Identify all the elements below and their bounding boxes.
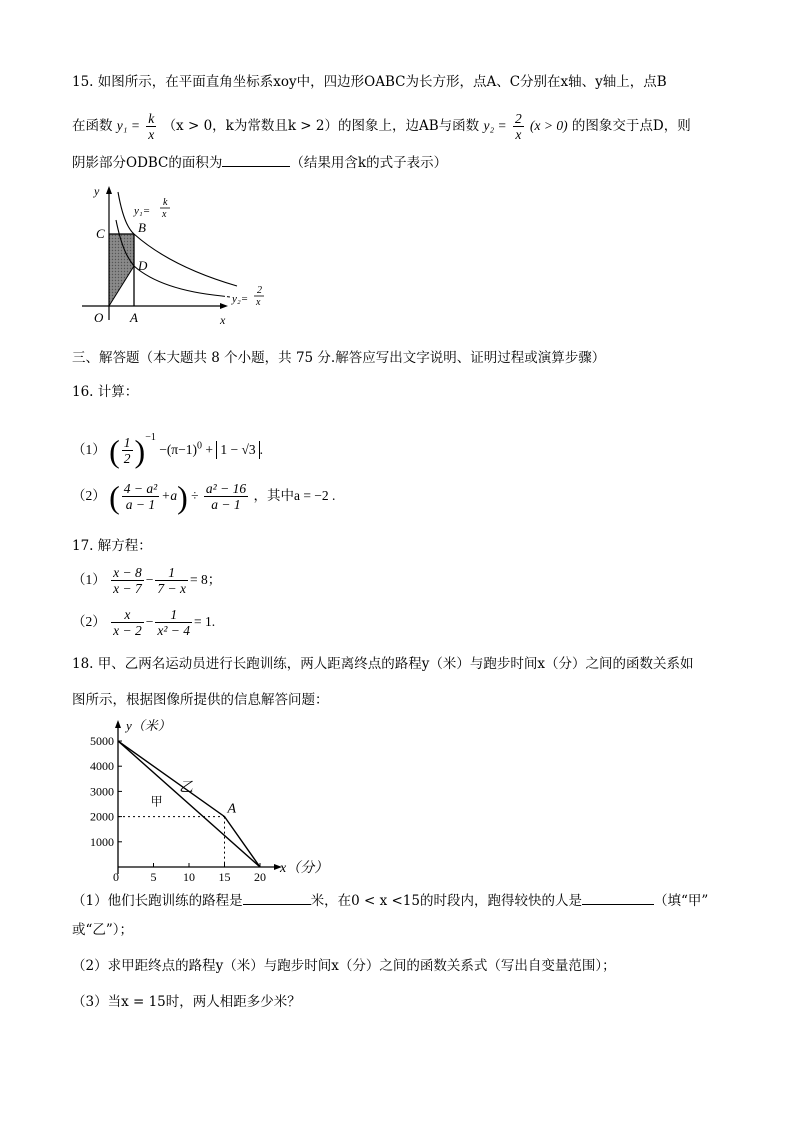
q15-line3-b: （结果用含k的式子表示）: [290, 155, 448, 171]
q15-fig-B: B: [138, 220, 146, 235]
q16-title: 16. 计算：: [72, 384, 139, 400]
q16-p2-f1: [122, 481, 159, 512]
q15-fig-curve1-num: k: [163, 197, 168, 208]
q18-line1: 18. 甲、乙两名运动员进行长跑训练，两人距离终点的路程y（米）与跑步时间x（分）之间的函数关系如: [72, 656, 694, 672]
q18-xtick-label-4: 20: [254, 870, 266, 884]
q17-p1-f2-num: 1: [155, 565, 188, 581]
q18-y-arrow: [115, 720, 121, 728]
q15-y2-den: x: [515, 127, 522, 142]
q18-point-A-label: A: [227, 801, 237, 817]
q17-p2-f2: [155, 607, 192, 638]
q17-title: 17. 解方程：: [72, 538, 152, 554]
q17-p2-label: （2）: [72, 614, 106, 629]
q17-part1: [72, 560, 732, 600]
q18-series-line-0: [118, 741, 260, 867]
q17-p1-f1-num: x − 8: [113, 565, 142, 581]
q15-figure: [72, 180, 292, 335]
q18-line2: 图所示，根据图像所提供的信息解答问题：: [72, 692, 329, 708]
q17-p1-f2: [155, 565, 188, 596]
q17-p1-minus: −: [145, 572, 154, 587]
q16-p2-f2: [204, 481, 248, 512]
q18-xlabel: x（分）: [280, 861, 329, 876]
q18-xtick-label-1: 5: [150, 870, 157, 884]
q17-p2-f1-num: x: [111, 607, 144, 623]
q16-p2-lparen: (: [109, 478, 120, 515]
q15-fig-curve2-num: 2: [257, 285, 262, 296]
q16-p1-frac: [122, 435, 133, 466]
q15-y1-den: x: [148, 127, 155, 142]
q16-p1-den: 2: [123, 451, 131, 467]
q15-fig-curve2-label: y₂=: [232, 293, 249, 305]
q18-ylabel: y（米）: [126, 718, 171, 733]
q15-y1-label: y₁ =: [116, 118, 140, 133]
q15-line3-a: 阴影部分ODBC的面积为: [72, 155, 223, 171]
q17-p2-tail: = 1.: [194, 614, 216, 629]
q18-ytick-label-1: 4000: [90, 759, 114, 774]
q18-ytick-label-3: 2000: [90, 809, 114, 824]
q16-p1-rparen: ): [134, 432, 146, 469]
q16-p2-f1-den: a − 1: [125, 497, 156, 513]
q17-p1-f2-den: 7 − x: [157, 581, 186, 597]
q18-blank-faster[interactable]: [582, 890, 654, 905]
q16-p1-plus: +: [205, 442, 213, 457]
q15-line3: [72, 152, 732, 173]
q17-p2-minus: −: [145, 614, 154, 629]
q15-y1-num: k: [148, 111, 155, 126]
q15-y2-cond: (x > 0): [530, 118, 568, 133]
q17-p2-f2-num: 1: [155, 607, 192, 623]
q16-part1: [72, 418, 732, 469]
q15-fig-curve2-den: x: [256, 297, 261, 308]
q17-p1-tail: = 8；: [189, 572, 222, 587]
q15-fig-y: y: [94, 184, 100, 198]
q16-p1-end: .: [259, 442, 264, 457]
q18-series-label-jia: 甲: [150, 794, 163, 809]
q15-line2-b: （x > 0，k为常数且k > 2）的图象上，边AB与函数: [162, 118, 480, 134]
q16-p2-rparen: ): [177, 478, 188, 515]
q17-p2-f1: [111, 607, 144, 638]
q16-p2-div: ÷: [191, 488, 199, 503]
q17-p2-f1-den: x − 2: [113, 623, 142, 639]
q18-blank-distance[interactable]: [243, 890, 311, 905]
q16-p1-mid: −(π−1): [159, 442, 197, 457]
q18-ytick-label-0: 5000: [90, 734, 114, 748]
q15-line2: [72, 106, 732, 146]
q18-sub1: [72, 890, 732, 911]
q18-sub1-cont: 或“乙”）；: [72, 922, 134, 938]
q16-p2-f1-num: 4 − a²: [123, 481, 158, 497]
q15-y1-frac: [146, 111, 156, 142]
q16-p2-f2-num: a² − 16: [205, 481, 247, 497]
q15-line2-a: 在函数: [72, 118, 113, 134]
q17-p1-f1: [111, 565, 144, 596]
q16-p2-label: （2）: [72, 488, 106, 503]
q15-fig-C: C: [96, 226, 105, 241]
q18-sub1-a: （1）他们长跑训练的路程是: [72, 893, 243, 909]
q15-fig-x: x: [220, 313, 226, 327]
q17-p2-f2-den: x² − 4: [157, 623, 191, 639]
q17-p1-f1-den: x − 7: [113, 581, 142, 597]
q18-xtick-label-3: 15: [218, 870, 231, 884]
q18-xtick-label-0: 0: [113, 870, 119, 884]
q15-x-arrow: [220, 303, 228, 309]
q16-p2-tail: ，其中a = −2 .: [253, 488, 336, 503]
q15-fig-curve1-label: y₁=: [134, 205, 151, 217]
q15-y2-label: y₂ =: [483, 118, 507, 133]
q15-fig-curve1-den: x: [162, 209, 167, 220]
q16-p1-exp: −1: [145, 432, 156, 443]
q15-fig-A: A: [130, 310, 138, 325]
q15-answer-blank[interactable]: [222, 152, 290, 167]
q16-p2-f2-den: a − 1: [211, 497, 241, 513]
section3-header: 三、解答题（本大题共 8 个小题，共 75 分.解答应写出文字说明、证明过程或演算步骤）: [72, 350, 606, 366]
q18-ytick-label-4: 1000: [90, 834, 114, 849]
q15-y-arrow: [106, 186, 112, 194]
q15-fig-O: O: [94, 310, 104, 325]
q18-series-label-yi: 乙: [179, 780, 194, 796]
q15-line1: 15. 如图所示，在平面直角坐标系xoy中，四边形OABC为长方形，点A、C分别在x轴、y轴上，点B: [72, 74, 667, 90]
q16-p1-abs: 1 − √3: [216, 441, 259, 459]
q16-p1-label: （1）: [72, 442, 106, 457]
q16-p1-num: 1: [123, 435, 131, 451]
q16-p2-plus-a: +a: [161, 488, 178, 503]
q16-p1-lparen: (: [109, 432, 120, 469]
q18-chart: [72, 712, 352, 884]
q16-p1-exp0: 0: [197, 440, 202, 452]
q17-p1-label: （1）: [72, 572, 106, 587]
q18-sub3: （3）当x = 15时，两人相距多少米？: [72, 994, 301, 1010]
q18-sub1-b: 米，在0 < x <15的时段内，跑得较快的人是: [310, 893, 582, 909]
q15-y2-frac: [513, 111, 524, 142]
q15-y2-num: 2: [514, 111, 522, 126]
q17-part2: [72, 602, 732, 642]
q15-shaded-region: [109, 234, 134, 306]
q18-ytick-label-2: 3000: [90, 784, 114, 799]
q15-fig-D: D: [138, 258, 148, 273]
q18-xtick-label-2: 10: [183, 870, 195, 884]
q18-sub2: （2）求甲距终点的路程y（米）与跑步时间x（分）之间的函数关系式（写出自变量范围）；: [72, 958, 616, 974]
q15-curve-y2-tail: [222, 296, 230, 297]
q16-part2: [72, 474, 732, 518]
q18-sub1-c: （填“甲”: [653, 893, 709, 909]
q15-line2-c: 的图象交于点D，则: [571, 118, 691, 134]
